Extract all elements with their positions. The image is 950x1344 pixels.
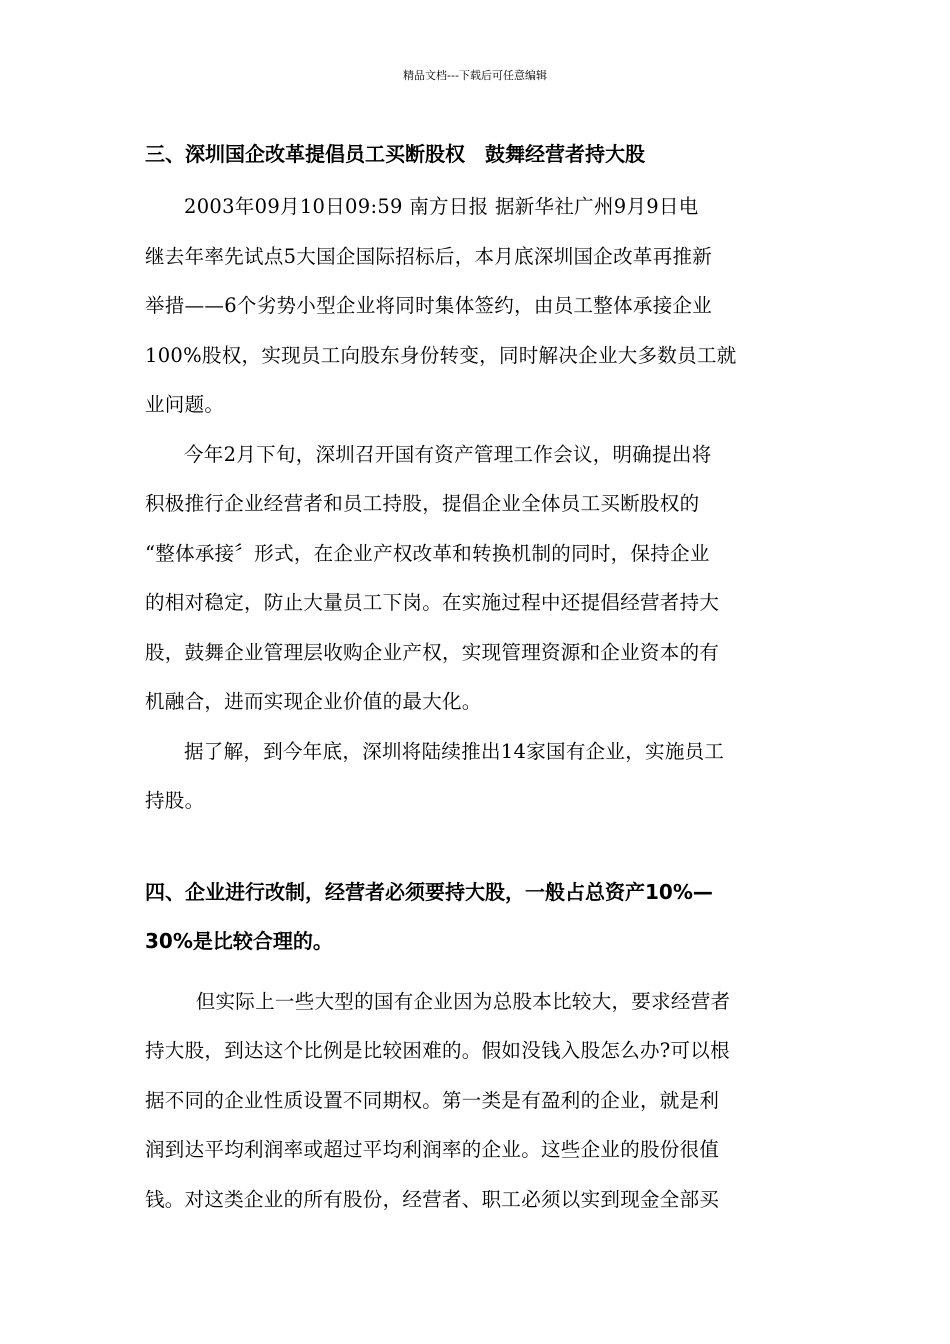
paragraph-line: 100%股权，实现员工向股东身份转变，同时解决企业大多数员工就 [145,343,737,367]
section-4-paragraph-1 [145,977,805,1225]
paragraph-line: 据了解，到今年底，深圳将陆续推出14家国有企业，实施员工 [184,739,725,763]
paragraph-line: 股，鼓舞企业管理层收购企业产权，实现管理资源和企业资本的有 [145,640,720,664]
paragraph-line: 润到达平均利润率或超过平均利润率的企业。这些企业的股份很值 [145,1138,720,1161]
heading-line: 30%是比较合理的。 [145,928,333,953]
paragraph-line: 持大股，到达这个比例是比较困难的。假如没钱入股怎么办?可以根 [145,1039,730,1062]
paragraph-line: 的相对稳定，防止大量员工下岗。在实施过程中还提倡经营者持大 [145,591,720,614]
paragraph-line: 积极推行企业经营者和员工持股，提倡企业全体员工买断股权的 [145,492,700,515]
paragraph-line: “整体承接〞形式，在企业产权改革和转换机制的同时，保持企业 [145,541,710,565]
paragraph-line: 机融合，进而实现企业价值的最大化。 [145,690,482,713]
document-body [145,130,805,1224]
paragraph-line: 据不同的企业性质设置不同期权。第一类是有盈利的企业，就是利 [145,1088,720,1112]
section-3-paragraph-1 [145,182,805,430]
paragraph-line: 继去年率先试点5大国企国际招标后，本月底深圳国企改革再推新 [145,244,713,268]
heading-line: 四、企业进行改制，经营者必须要持大股，一般占总资产10%— [145,879,713,904]
paragraph-line: 2003年09月10日09:59 南方日报 据新华社广州9月9日电 [184,195,699,218]
section-4-heading [145,868,805,966]
paragraph-line: 举措——6个劣势小型企业将同时集体签约，由员工整体承接企业 [145,294,713,317]
section-3-paragraph-3 [145,727,805,826]
paragraph-line: 钱。对这类企业的所有股份，经营者、职工必须以实到现金全部买 [145,1187,720,1211]
paragraph-line: 今年2月下旬，深圳召开国有资产管理工作会议，明确提出将 [184,442,712,466]
section-3-heading: 三、深圳国企改革提倡员工买断股权 鼓舞经营者持大股 [145,142,645,166]
section-3-paragraph-2 [145,430,805,727]
paragraph-line: 业问题。 [145,393,225,416]
paragraph-line: 但实际上一些大型的国有企业因为总股本比较大，要求经营者 [195,989,731,1013]
paragraph-line: 持股。 [145,789,205,812]
page-header-note: 精品文档---下载后可任意编辑 [403,69,547,82]
